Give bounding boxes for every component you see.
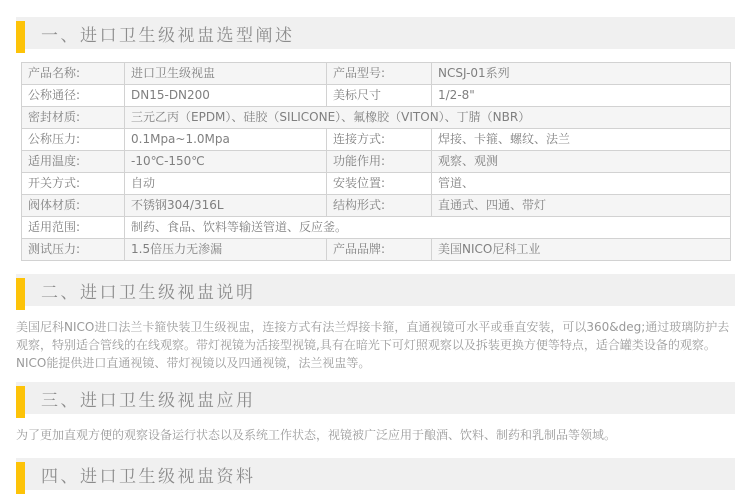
section-header-selection: [16, 17, 735, 49]
spec-value-cell: 1.5倍压力无渗漏: [125, 239, 327, 261]
spec-label-cell: 测试压力:: [22, 239, 125, 261]
spec-label-cell: 密封材质:: [22, 107, 125, 129]
section-title-application: 三、进口卫生级视盅应用: [41, 390, 256, 411]
spec-label-cell: 美标尺寸: [327, 85, 432, 107]
spec-row: [22, 85, 731, 107]
section-title-selection: 一、进口卫生级视盅选型阐述: [41, 25, 295, 46]
spec-label-cell: 适用温度:: [22, 151, 125, 173]
spec-row: [22, 239, 731, 261]
spec-value-cell: 制药、食品、饮料等输送管道、反应釜。: [125, 217, 731, 239]
spec-label-cell: 产品型号:: [327, 63, 432, 85]
spec-value-cell: DN15-DN200: [125, 85, 327, 107]
accent-bar-icon: [16, 462, 25, 494]
section-header-application: [16, 382, 735, 414]
spec-label-cell: 结构形式:: [327, 195, 432, 217]
spec-row: [22, 195, 731, 217]
spec-value-cell: 0.1Mpa~1.0Mpa: [125, 129, 327, 151]
description-paragraph: 美国尼科NICO进口法兰卡箍快装卫生级视盅，连接方式有法兰焊接卡箍，直通视镜可水平或垂直安装，可以360&deg;通过玻璃防护去观察，特别适合管线的在线观察。带灯视镜为活接型视镜,具有在暗光下可灯照观察以及拆装更换方便等特点，适合罐类设备的观察。NICO能提供进口直通视镜、带灯视镜以及四通视镜，法兰视盅等。: [16, 320, 730, 370]
accent-bar-icon: [16, 21, 25, 53]
accent-bar-icon: [16, 386, 25, 418]
accent-bar-icon: [16, 278, 25, 310]
spec-row: [22, 217, 731, 239]
section-title-description: 二、进口卫生级视盅说明: [41, 282, 256, 303]
spec-value-cell: 自动: [125, 173, 327, 195]
spec-row: [22, 173, 731, 195]
spec-table-body: [22, 63, 731, 261]
spec-value-cell: 不锈钢304/316L: [125, 195, 327, 217]
spec-value-cell: 1/2-8": [432, 85, 731, 107]
spec-label-cell: 公称压力:: [22, 129, 125, 151]
spec-table: [21, 62, 731, 261]
spec-label-cell: 公称通径:: [22, 85, 125, 107]
spec-value-cell: NCSJ-01系列: [432, 63, 731, 85]
spec-value-cell: 管道、: [432, 173, 731, 195]
application-paragraph: 为了更加直观方便的观察设备运行状态以及系统工作状态，视镜被广泛应用于酿酒、饮料、制药和乳制品等领域。: [16, 428, 617, 442]
spec-label-cell: 产品名称:: [22, 63, 125, 85]
spec-label-cell: 产品品牌:: [327, 239, 432, 261]
spec-value-cell: 三元乙丙（EPDM）、硅胶（SILICONE）、氟橡胶（VITON）、丁腈（NBR）: [125, 107, 731, 129]
spec-row: [22, 107, 731, 129]
spec-label-cell: 连接方式:: [327, 129, 432, 151]
spec-value-cell: 观察、观测: [432, 151, 731, 173]
spec-value-cell: -10℃-150℃: [125, 151, 327, 173]
spec-value-cell: 进口卫生级视盅: [125, 63, 327, 85]
section-header-description: [16, 274, 735, 306]
section-title-materials: 四、进口卫生级视盅资料: [41, 466, 256, 487]
spec-value-cell: 焊接、卡箍、螺纹、法兰: [432, 129, 731, 151]
spec-label-cell: 开关方式:: [22, 173, 125, 195]
spec-label-cell: 功能作用:: [327, 151, 432, 173]
spec-row: [22, 63, 731, 85]
spec-label-cell: 适用范围:: [22, 217, 125, 239]
spec-label-cell: 阀体材质:: [22, 195, 125, 217]
spec-value-cell: 直通式、四通、带灯: [432, 195, 731, 217]
spec-value-cell: 美国NICO尼科工业: [432, 239, 731, 261]
section-header-materials: [16, 458, 735, 490]
spec-row: [22, 151, 731, 173]
spec-row: [22, 129, 731, 151]
spec-label-cell: 安装位置:: [327, 173, 432, 195]
